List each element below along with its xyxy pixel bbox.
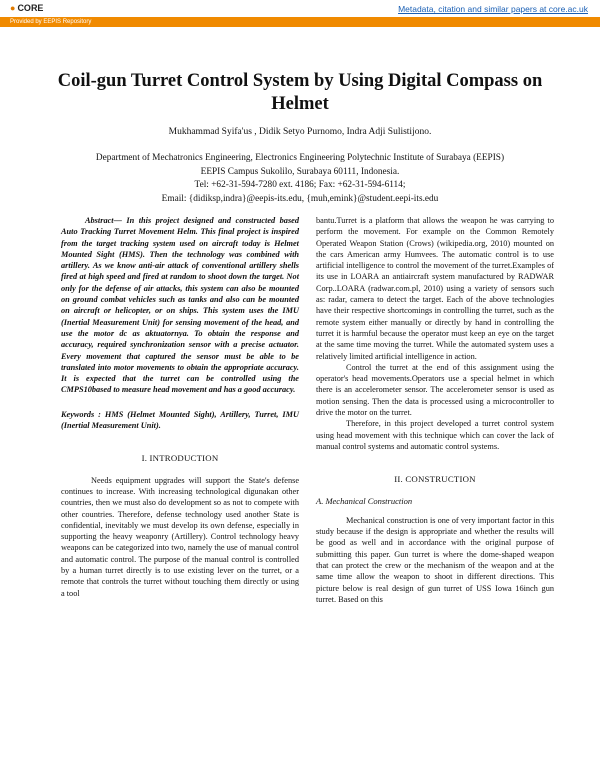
- section-heading-introduction: I. INTRODUCTION: [141, 453, 219, 464]
- affiliation-line: EEPIS Campus Sukolilo, Surabaya 60111, Indonesia.: [200, 166, 400, 177]
- paragraph: Control the turret at the end of this assignment using the operator's head movements.Operators use a special helmet in which there is an accelerometer sensor. The accelerometer sensor is used as motion sensing. Then the data is processed using a microcontroller to drive the motor on the turret.: [316, 362, 554, 418]
- abstract: [61, 215, 299, 396]
- keywords: Keywords : HMS (Helmet Mounted Sight), Artillery, Turret, IMU (Inertial Measurement Unit).: [61, 409, 299, 431]
- affiliation-block: [40, 152, 560, 206]
- core-logo-icon: ●: [10, 3, 16, 13]
- paper-title: Coil-gun Turret Control System by Using Digital Compass on Helmet: [57, 71, 543, 114]
- core-header-bar: [0, 0, 600, 17]
- affiliation-line: Email: {didiksp,indra}@eepis-its.edu, {muh,emink}@student.eepi-its.edu: [161, 193, 439, 204]
- paragraph: Mechanical construction is one of very important factor in this study because if the design is appropriate and whether the results will be good as well and in accordance with the original purpose of submitting this paper. Gun turret is where the dome-shaped weapon that can protect the crew or the mechanism of the weapon and at the same time allow the weapon to shoot in different directions. This picture below is real design of gun turret of USS Iowa 16inch gun turret. Based on this: [316, 515, 554, 604]
- paragraph: bantu.Turret is a platform that allows the weapon he was carrying to perform the movement. For example on the Common Remotely Operated Weapon Station (Crows) (wikipedia.org, 2010) mounted on the cars American army Humvees. The automatic control is to use artificial intelligence to control the movement of the turret.Examples of its use in LOARA an antiaircraft system manufactured by RADWAR Corp..LOARA (radwar.com.pl, 2010) using a variety of sensors such as: radar, camera to detect the target. Each of the above technologies have their respective shortcomings in controlling the turret, such as the remote system either manually or directly by hand in controlling the turret it is harmful because the operator must keep an eye on the target at the same time moving the turret. While the automated system uses a relatively limited artificial intelligence in action.: [316, 216, 554, 361]
- affiliation-line: Tel: +62-31-594-7280 ext. 4186; Fax: +62-31-594-6114;: [194, 180, 406, 190]
- abstract-text: In this project designed and constructed based Auto Tracking Turret Movement Helm. This final project is inspired from the target tracking system used on aircraft today is Helmet Mounted Sight (HMS). Then the technology was combined with artillery. As we know anti-air attack of conventional artillery shells fired at high speed and fired at random to shoot down the target. Not only for the defense of air attacks, this system can also be mounted on ground combat vehicles such as tanks and also can be mounted on aircraft or helicopter, or on ships. This system uses the IMU (Inertial Measurement Unit) for sensing movement of the head, and use the motor dc as aktuatornya. To obtain the response and accuracy, required synchronization sensor with a precise actuator. Every movement that captured the sensor must be able to be translated into motor movements to obtain the appropriate accuracy. It is expected that the turret can be controlled using the CMPS10based to measure head movement and has a good accuracy.: [61, 216, 299, 395]
- provided-by-banner: [0, 17, 600, 27]
- paragraph: Needs equipment upgrades will support the State's defense continues to increase. With increasing technological digunakan other countries, then we must also do development so as not to compete with other countries. Therefore, defense technology used another State is confidential, inevitably we must develop its own defense, especially in supporting the heavy weaponry (Artillery). Control technology heavy weapons can be categorized into two, namely the use of manual control and automatic control. The purpose of the manual control is controlled by a human turret directly is to use existing lever on the turret, or a remote that controls the turret without touching them directly or using a tool: [61, 475, 299, 598]
- abstract-label: Abstract: [85, 216, 114, 225]
- metadata-link[interactable]: Metadata, citation and similar papers at core.ac.uk: [398, 4, 588, 14]
- section-heading-construction: II. CONSTRUCTION: [394, 474, 476, 485]
- core-logo[interactable]: ● CORE: [10, 3, 44, 13]
- provided-by-text: Provided by EEPIS Repository: [10, 19, 92, 25]
- left-column: [61, 215, 299, 599]
- right-column: [316, 215, 554, 605]
- paragraph: Therefore, in this project developed a turret control system using head movement with this technique which can cover the lack of manual control systems and automatic control systems.: [316, 419, 554, 451]
- paper-authors: Mukhammad Syifa'us , Didik Setyo Purnomo, Indra Adji Sulistijono.: [168, 127, 432, 137]
- affiliation-line: Department of Mechatronics Engineering, Electronics Engineering Polytechnic Institute of Surabaya (EEPIS): [95, 153, 505, 163]
- subsection-heading-mechanical: A. Mechanical Construction: [316, 495, 413, 506]
- abstract-dash: —: [113, 216, 122, 225]
